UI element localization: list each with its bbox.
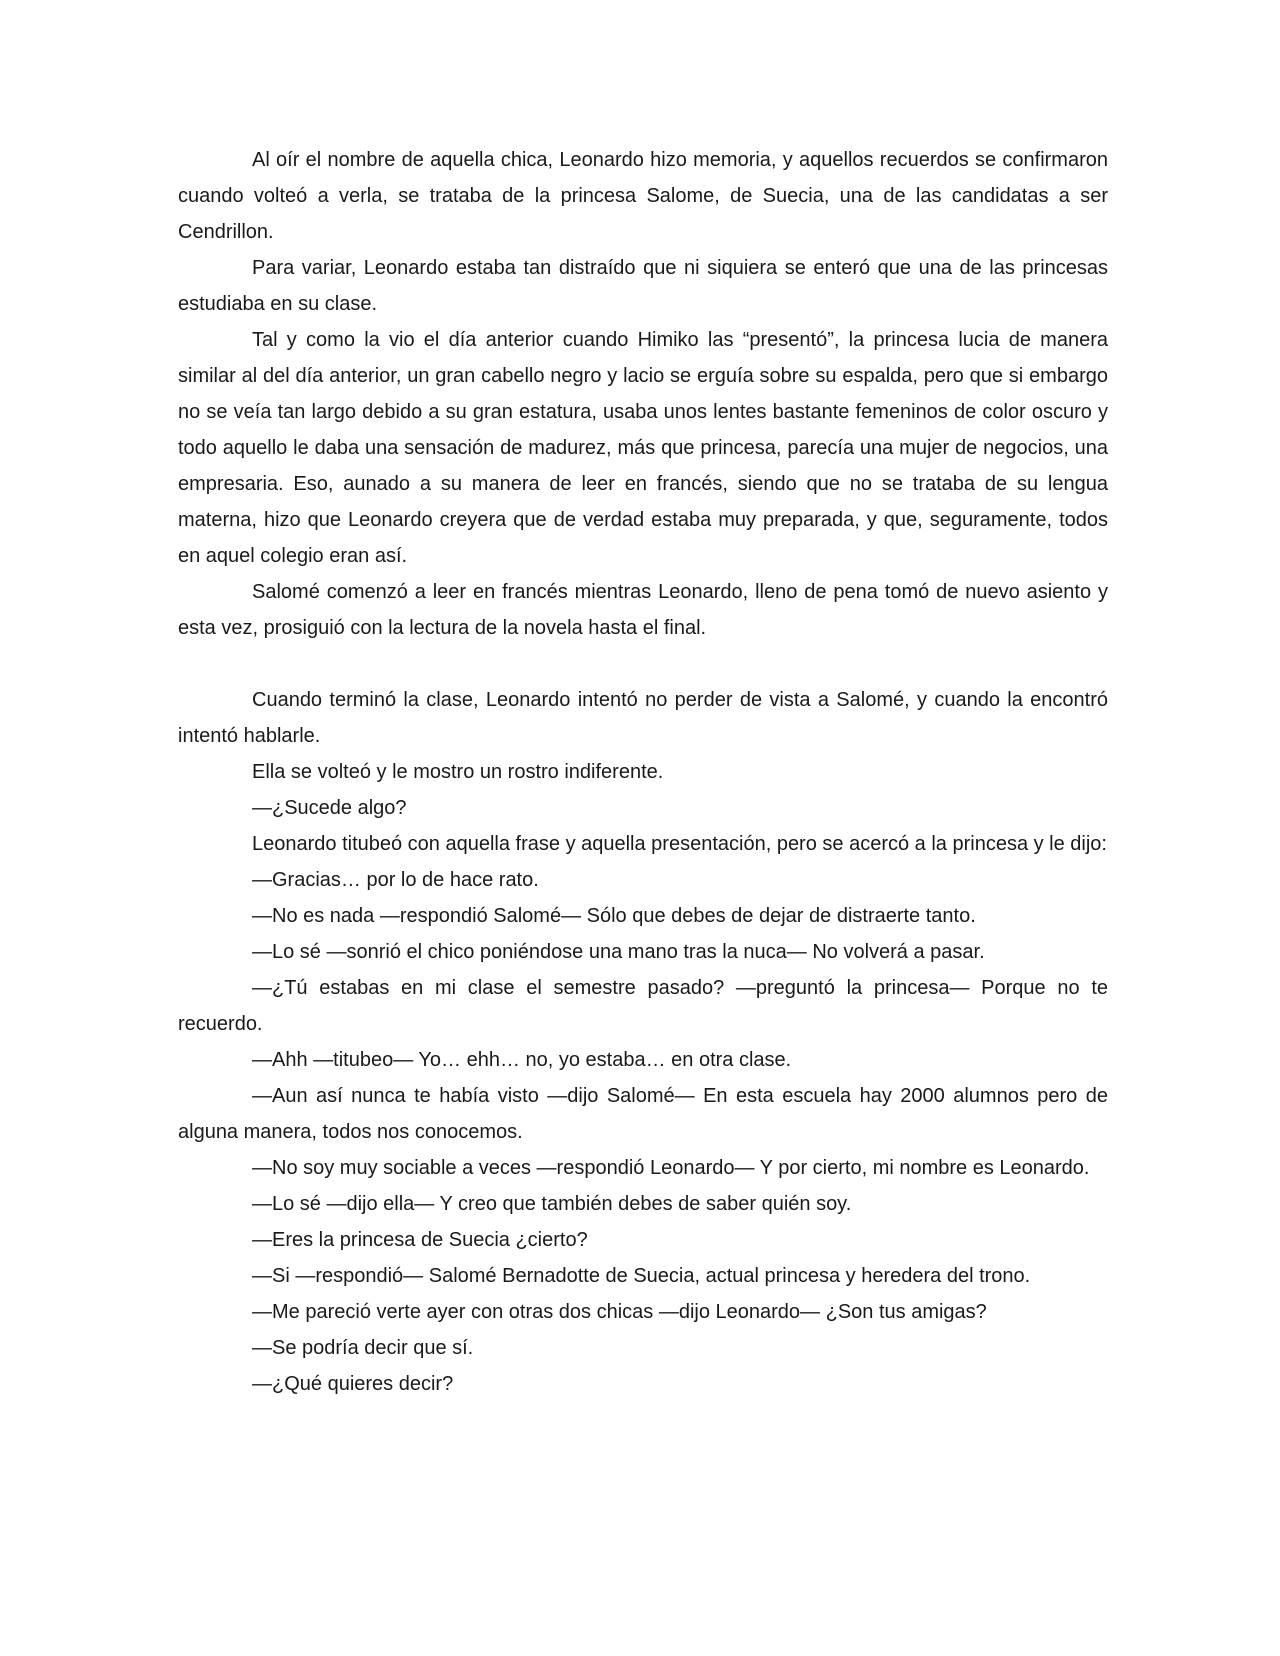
dialogue-line: —Gracias… por lo de hace rato. [252, 869, 539, 891]
dialogue-line: —¿Sucede algo? [252, 797, 407, 819]
dialogue-line: —Aun así nunca te había visto —dijo Salomé— En esta escuela hay 2000 alumnos pero de alguna manera, todos nos conocemos. [178, 1085, 1108, 1143]
dialogue-line: —Me pareció verte ayer con otras dos chicas —dijo Leonardo— ¿Son tus amigas? [252, 1301, 987, 1323]
paragraph: Salomé comenzó a leer en francés mientras Leonardo, lleno de pena tomó de nuevo asiento y esta vez, prosiguió con la lectura de la novela hasta el final. [178, 581, 1108, 639]
dialogue-line: —Lo sé —dijo ella— Y creo que también debes de saber quién soy. [252, 1193, 852, 1215]
dialogue-line: —Eres la princesa de Suecia ¿cierto? [252, 1229, 588, 1251]
paragraph: Leonardo titubeó con aquella frase y aquella presentación, pero se acercó a la princesa y le dijo: [252, 833, 1107, 855]
dialogue-line: —Ahh —titubeo— Yo… ehh… no, yo estaba… en otra clase. [252, 1049, 792, 1071]
dialogue-line: —Lo sé —sonrió el chico poniéndose una mano tras la nuca— No volverá a pasar. [252, 941, 985, 963]
document-body [178, 142, 1108, 1402]
paragraph: Para variar, Leonardo estaba tan distraído que ni siquiera se enteró que una de las princesas estudiaba en su clase. [178, 257, 1108, 315]
paragraph: Tal y como la vio el día anterior cuando Himiko las “presentó”, la princesa lucia de manera similar al del día anterior, un gran cabello negro y lacio se erguía sobre su espalda, pero que si embargo no se veía tan largo debido a su gran estatura, usaba unos lentes bastante femeninos de color oscuro y todo aquello le daba una sensación de madurez, más que princesa, parecía una mujer de negocios, una empresaria. Eso, aunado a su manera de leer en francés, siendo que no se trataba de su lengua materna, hizo que Leonardo creyera que de verdad estaba muy preparada, y que, seguramente, todos en aquel colegio eran así. [178, 329, 1108, 567]
paragraph: Cuando terminó la clase, Leonardo intentó no perder de vista a Salomé, y cuando la encontró intentó hablarle. [178, 689, 1108, 747]
paragraph: Ella se volteó y le mostro un rostro indiferente. [252, 761, 664, 783]
dialogue-line: —Si —respondió— Salomé Bernadotte de Suecia, actual princesa y heredera del trono. [252, 1265, 1031, 1287]
dialogue-line: —No soy muy sociable a veces —respondió Leonardo— Y por cierto, mi nombre es Leonardo. [252, 1157, 1090, 1179]
dialogue-line: —No es nada —respondió Salomé— Sólo que debes de dejar de distraerte tanto. [252, 905, 976, 927]
paragraph: Al oír el nombre de aquella chica, Leonardo hizo memoria, y aquellos recuerdos se confirmaron cuando volteó a verla, se trataba de la princesa Salome, de Suecia, una de las candidatas a ser Cendrillon. [178, 149, 1108, 243]
dialogue-line: —¿Tú estabas en mi clase el semestre pasado? —preguntó la princesa— Porque no te recuerdo. [178, 977, 1108, 1035]
dialogue-line: —¿Qué quieres decir? [252, 1373, 454, 1395]
dialogue-line: —Se podría decir que sí. [252, 1337, 474, 1359]
section-break [178, 646, 1108, 682]
